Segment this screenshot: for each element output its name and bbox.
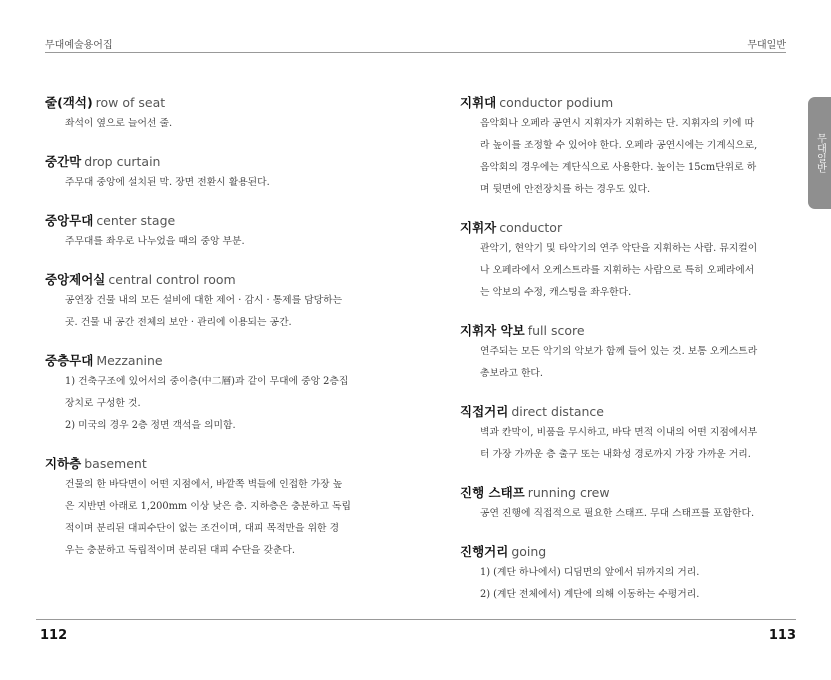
entry-term-english: going	[511, 544, 547, 559]
page-number-right: 113	[768, 628, 796, 643]
glossary-entry	[45, 94, 385, 134]
glossary-entry	[45, 455, 385, 561]
left-page-column	[45, 94, 385, 580]
entry-definition-line: 며 뒷면에 안전장치를 하는 경우도 있다.	[480, 184, 651, 195]
section-tab	[808, 97, 831, 209]
entry-term-english: full score	[527, 323, 585, 338]
glossary-entry	[45, 352, 385, 436]
entry-definition-line: 건물의 한 바닥면이 어떤 지점에서, 바깥쪽 벽들에 인접한 가장 높	[65, 479, 343, 490]
header-divider	[45, 52, 786, 53]
entry-definition-line: 연주되는 모든 악기의 악보가 함께 들어 있는 것. 보통 오케스트라	[480, 346, 758, 357]
entry-definition-line: 터 가장 가까운 층 출구 또는 내화성 경로까지 가장 가까운 거리.	[480, 449, 751, 460]
entry-definition-line: 곳. 건물 내 공간 전체의 보안 · 관리에 이용되는 공간.	[65, 317, 292, 328]
entry-definition-line: 는 악보의 수정, 캐스팅을 좌우한다.	[480, 287, 632, 298]
entry-heading	[45, 352, 385, 370]
entry-definition-line: 공연장 건물 내의 모든 설비에 대한 제어 · 감시 · 통제를 담당하는	[65, 295, 343, 306]
entry-definition-line: 주무대를 좌우로 나누었을 때의 중앙 부분.	[65, 236, 245, 247]
glossary-entry	[45, 271, 385, 333]
glossary-entry	[460, 219, 790, 303]
entry-term-english: Mezzanine	[96, 353, 163, 368]
running-head-section-title: 무대일반	[747, 40, 786, 51]
entry-definition-line: 2) (계단 전체에서) 계단에 의해 이동하는 수평거리.	[480, 589, 700, 600]
glossary-entry	[460, 484, 790, 524]
entry-definition-line: 우는 충분하고 독립적이며 분리된 대피 수단을 갖춘다.	[65, 545, 296, 556]
entry-definition-line: 주무대 중앙에 설치된 막. 장면 전환시 활용된다.	[65, 177, 270, 188]
entry-term-korean: 지휘대	[460, 95, 497, 110]
entry-heading	[460, 322, 790, 340]
entry-definition-line: 2) 미국의 경우 2층 정면 객석을 의미함.	[65, 420, 236, 431]
entry-term-korean: 중간막	[45, 154, 82, 169]
entry-definition-line: 1) 건축구조에 있어서의 중이층(中二層)과 같이 무대에 중앙 2층집	[65, 376, 349, 387]
entry-term-english: drop curtain	[84, 154, 161, 169]
glossary-entry	[45, 153, 385, 193]
entry-term-english: center stage	[96, 213, 176, 228]
entry-term-korean: 진행거리	[460, 544, 509, 559]
section-tab-label: 무대일반	[814, 133, 826, 173]
entry-definition-line: 음악회의 경우에는 계단식으로 사용한다. 높이는 15cm단위로 하	[480, 162, 757, 173]
entry-term-korean: 지휘자 악보	[460, 323, 525, 338]
entry-term-english: central control room	[108, 272, 236, 287]
entry-definition-line: 나 오페라에서 오케스트라를 지휘하는 사람으로 특히 오페라에서	[480, 265, 755, 276]
entry-definition-line: 라 높이를 조정할 수 있어야 한다. 오페라 공연시에는 기계식으로,	[480, 140, 758, 151]
entry-definition-line: 총보라고 한다.	[480, 368, 544, 379]
glossary-entry	[460, 543, 790, 605]
entry-term-english: conductor	[499, 220, 563, 235]
right-page-column	[460, 94, 790, 624]
entry-definition-line: 은 지반면 아래로 1,200mm 이상 낮은 층. 지하층은 충분하고 독립	[65, 501, 351, 512]
entry-heading	[45, 271, 385, 289]
entry-heading	[45, 212, 385, 230]
entry-heading	[460, 94, 790, 112]
entry-heading	[460, 219, 790, 237]
entry-definition-line: 적이며 분리된 대피수단이 없는 조건이며, 대피 목적만을 위한 경	[65, 523, 340, 534]
entry-definition-line: 장치로 구성한 것.	[65, 398, 141, 409]
entry-term-korean: 직접거리	[460, 404, 509, 419]
entry-term-english: running crew	[527, 485, 610, 500]
entry-definition-line: 관악기, 현악기 및 타악기의 연주 악단을 지휘하는 사람. 뮤지컬이	[480, 243, 758, 254]
entry-heading	[460, 484, 790, 502]
page-number-left: 112	[40, 628, 68, 643]
entry-definition-line: 1) (계단 하나에서) 디딤면의 앞에서 뒤까지의 거리.	[480, 567, 700, 578]
entry-definition-line: 좌석이 옆으로 늘어선 줄.	[65, 118, 173, 129]
entry-term-english: conductor podium	[499, 95, 614, 110]
entry-heading	[460, 403, 790, 421]
entry-heading	[45, 94, 385, 112]
footer-divider	[36, 619, 796, 620]
entry-heading	[460, 543, 790, 561]
entry-heading	[45, 455, 385, 473]
entry-term-korean: 지하층	[45, 456, 82, 471]
glossary-entry	[460, 403, 790, 465]
entry-definition-line: 벽과 칸막이, 비품을 무시하고, 바닥 면적 이내의 어떤 지점에서부	[480, 427, 758, 438]
entry-term-english: basement	[84, 456, 147, 471]
glossary-entry	[460, 94, 790, 200]
entry-term-korean: 줄(객석)	[45, 95, 93, 110]
glossary-entry	[45, 212, 385, 252]
entry-heading	[45, 153, 385, 171]
entry-term-korean: 진행 스태프	[460, 485, 525, 500]
entry-term-korean: 중앙무대	[45, 213, 94, 228]
entry-term-english: direct distance	[511, 404, 604, 419]
entry-definition-line: 공연 진행에 직접적으로 필요한 스태프. 무대 스태프를 포함한다.	[480, 508, 755, 519]
entry-term-korean: 중층무대	[45, 353, 94, 368]
glossary-entry	[460, 322, 790, 384]
entry-term-korean: 중앙제어실	[45, 272, 106, 287]
entry-term-korean: 지휘자	[460, 220, 497, 235]
entry-definition-line: 음악회나 오페라 공연시 지휘자가 지휘하는 단. 지휘자의 키에 따	[480, 118, 755, 129]
entry-term-english: row of seat	[95, 95, 166, 110]
running-head-book-title: 무대예술용어집	[45, 40, 113, 51]
